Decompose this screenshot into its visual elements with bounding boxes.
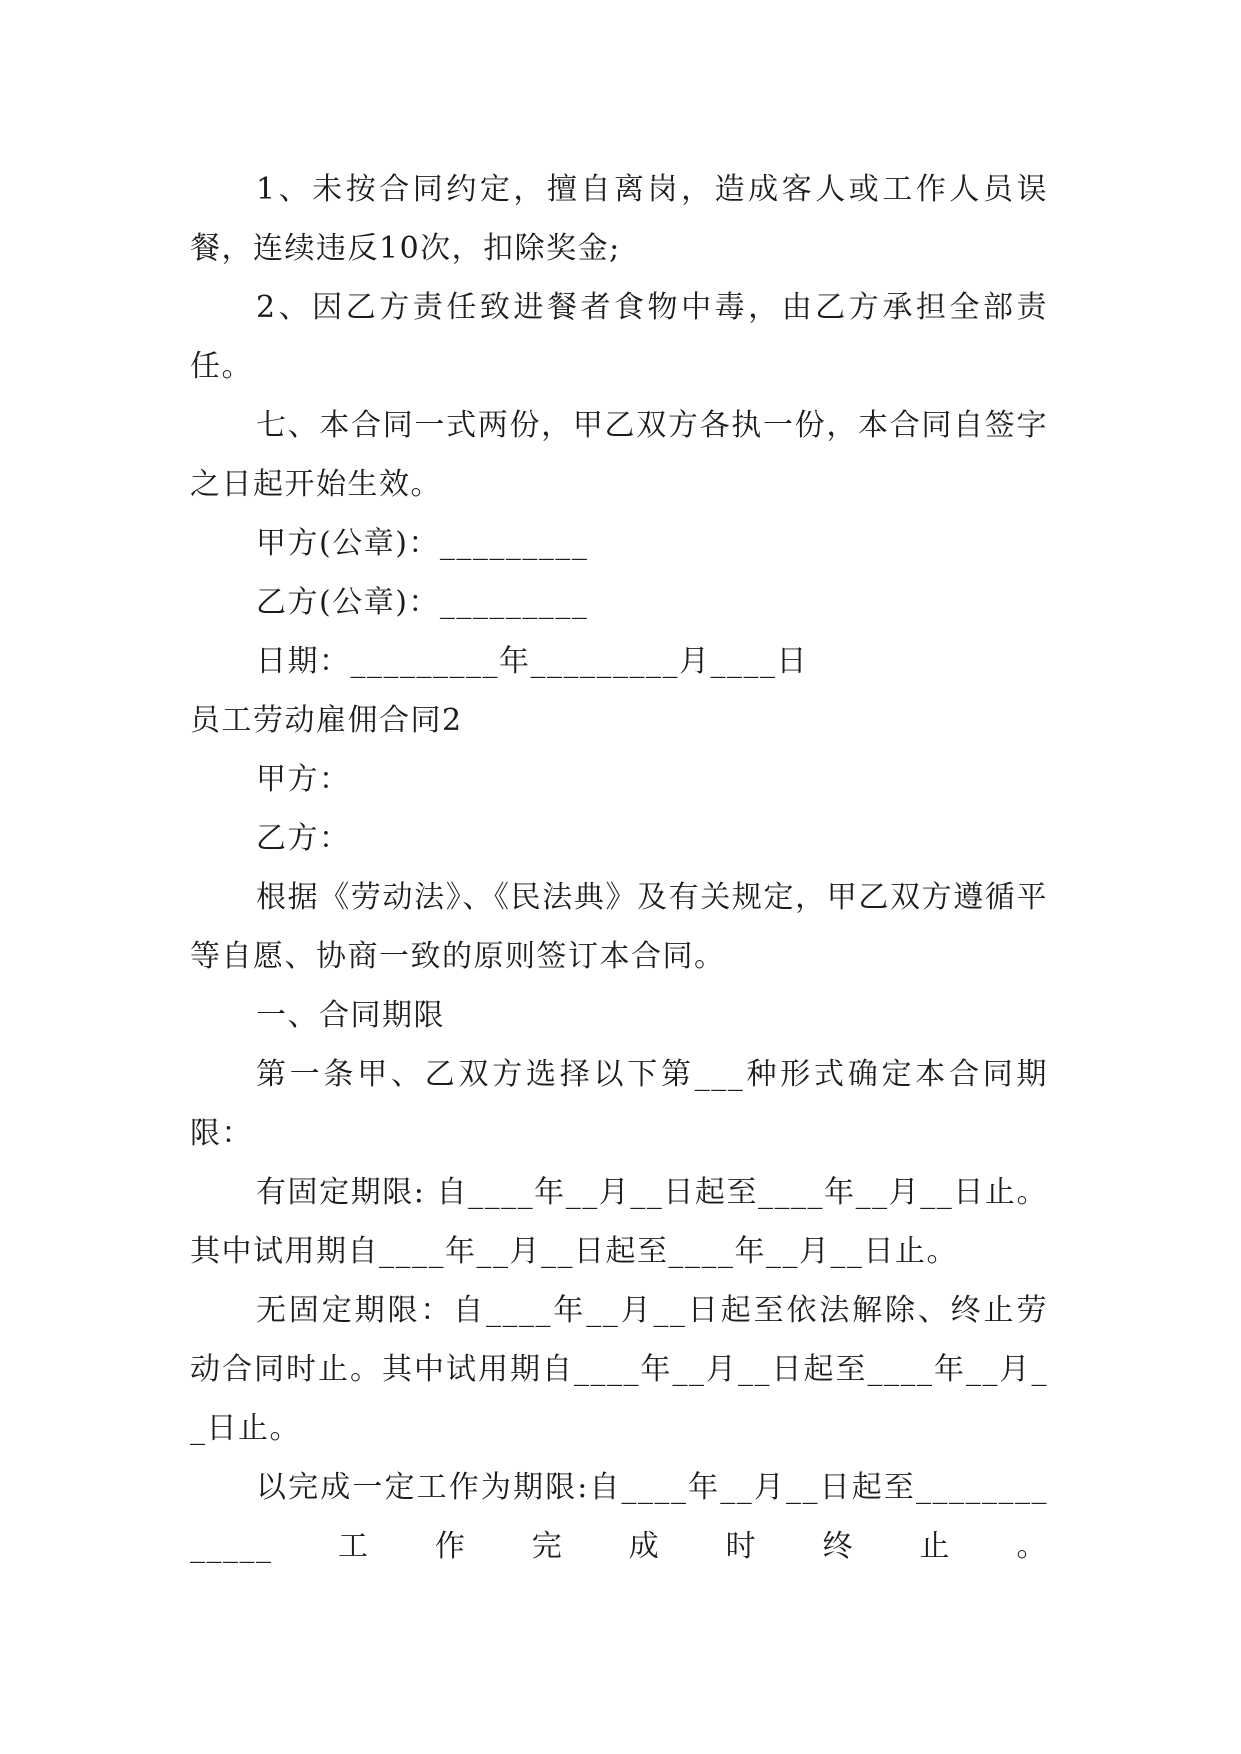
clause-1-paragraph: 1、未按合同约定，擅自离岗，造成客人或工作人员误餐，连续违反10次，扣除奖金;	[190, 172, 1048, 266]
fixed-term-paragraph: 有固定期限: 自____年__月__日起至____年__月__日止。其中试用期自____年__月__日起至____年__月__日止。	[190, 1175, 1048, 1269]
party-b-seal-line: 乙方(公章)：_________	[256, 585, 589, 620]
task-term-paragraph: 以完成一定工作为期限:自____年__月__日起至_____________工作完成时终止。	[190, 1470, 1048, 1564]
open-term-paragraph: 无固定期限：自____年__月__日起至依法解除、终止劳动合同时止。其中试用期自____年__月__日起至____年__月__日止。	[190, 1293, 1048, 1446]
clause-7-paragraph: 七、本合同一式两份，甲乙双方各执一份，本合同自签字之日起开始生效。	[190, 408, 1048, 502]
date-line: 日期：_________年_________月____日	[256, 644, 808, 679]
party-a-line: 甲方：	[256, 762, 351, 797]
section-1-heading: 一、合同期限	[256, 998, 445, 1033]
document-body	[190, 160, 1048, 1576]
article-1-paragraph: 第一条甲、乙双方选择以下第___种形式确定本合同期限：	[190, 1057, 1048, 1151]
contract-title: 员工劳动雇佣合同2	[190, 703, 463, 738]
party-a-seal-line: 甲方(公章)：_________	[256, 526, 589, 561]
clause-2-paragraph: 2、因乙方责任致进餐者食物中毒，由乙方承担全部责任。	[190, 290, 1048, 384]
party-b-line: 乙方：	[256, 821, 351, 856]
preamble-paragraph: 根据《劳动法》、《民法典》及有关规定，甲乙双方遵循平等自愿、协商一致的原则签订本合同。	[190, 880, 1048, 974]
